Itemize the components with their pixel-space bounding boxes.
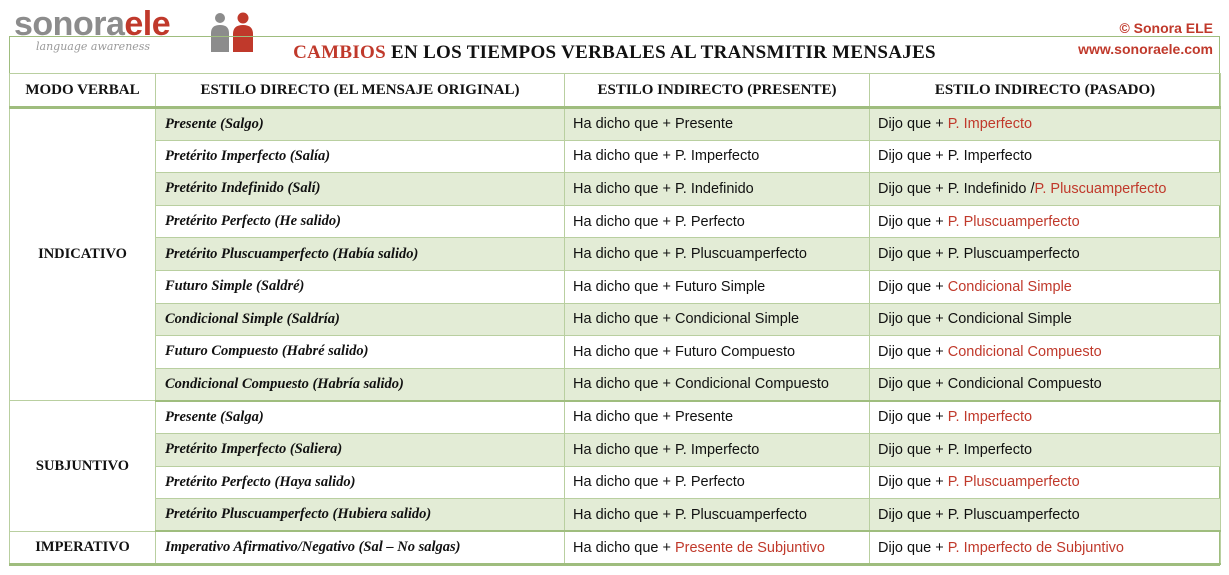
reporting-prefix: Ha dicho que + bbox=[573, 539, 675, 556]
reporting-prefix: Dijo que + bbox=[878, 409, 948, 426]
indirect-past-cell bbox=[870, 303, 1221, 336]
reporting-prefix: Ha dicho que + bbox=[573, 441, 675, 458]
direct-style-cell: Pretérito Pluscuamperfecto (Había salido) bbox=[156, 238, 565, 271]
indirect-present-cell bbox=[565, 303, 870, 336]
tense-text: Presente bbox=[674, 409, 734, 426]
tense-text: Condicional Simple bbox=[674, 311, 800, 328]
table-row bbox=[10, 303, 1221, 336]
reporting-prefix: Dijo que + bbox=[878, 213, 948, 230]
reporting-prefix: Ha dicho que + bbox=[573, 148, 675, 165]
reporting-prefix: Dijo que + bbox=[878, 474, 948, 491]
direct-style-cell: Presente (Salga) bbox=[156, 401, 565, 434]
tense-text: P. Imperfecto bbox=[674, 148, 760, 165]
mode-cell: SUBJUNTIVO bbox=[10, 401, 156, 531]
direct-style-cell: Pretérito Indefinido (Salí) bbox=[156, 173, 565, 206]
reporting-prefix: Dijo que + bbox=[878, 539, 948, 556]
indirect-present-cell bbox=[565, 238, 870, 271]
tense-text: Presente bbox=[674, 116, 734, 133]
reporting-prefix: Dijo que + bbox=[878, 506, 948, 523]
table-row bbox=[10, 270, 1221, 303]
brand-wordmark bbox=[14, 4, 170, 44]
direct-style-cell: Futuro Simple (Saldré) bbox=[156, 270, 565, 303]
direct-style-cell: Condicional Simple (Saldría) bbox=[156, 303, 565, 336]
reporting-prefix: Dijo que + bbox=[878, 116, 948, 133]
indirect-present-cell bbox=[565, 173, 870, 206]
tense-alternative-text: P. Pluscuamperfecto bbox=[1034, 180, 1167, 197]
brand-wordmark-part2: ele bbox=[124, 5, 171, 43]
page-title bbox=[0, 42, 1229, 64]
indirect-past-cell bbox=[870, 108, 1221, 141]
copyright-text: © Sonora ELE bbox=[1119, 20, 1213, 36]
table-body bbox=[10, 108, 1221, 564]
table-row bbox=[10, 433, 1221, 466]
tense-text: P. Perfecto bbox=[674, 213, 745, 230]
reporting-prefix: Ha dicho que + bbox=[573, 506, 675, 523]
indirect-past-cell bbox=[870, 238, 1221, 271]
mode-cell: IMPERATIVO bbox=[10, 531, 156, 564]
table-row bbox=[10, 238, 1221, 271]
table-row bbox=[10, 499, 1221, 532]
indirect-present-cell bbox=[565, 108, 870, 141]
indirect-present-cell bbox=[565, 433, 870, 466]
indirect-present-cell bbox=[565, 401, 870, 434]
table-row bbox=[10, 173, 1221, 206]
tense-text: Presente de Subjuntivo bbox=[674, 539, 825, 556]
reporting-prefix: Dijo que + bbox=[878, 376, 948, 393]
indirect-present-cell bbox=[565, 270, 870, 303]
table-row bbox=[10, 401, 1221, 434]
tense-text: P. Imperfecto bbox=[947, 116, 1033, 133]
tense-text: Condicional Compuesto bbox=[947, 376, 1102, 393]
reporting-prefix: Dijo que + bbox=[878, 311, 948, 328]
table-row bbox=[10, 205, 1221, 238]
brand-wordmark-part1: sonora bbox=[14, 5, 125, 43]
indirect-past-cell bbox=[870, 336, 1221, 369]
table-row bbox=[10, 108, 1221, 141]
tense-text: Condicional Compuesto bbox=[947, 343, 1102, 360]
brand-tagline: language awareness bbox=[36, 40, 151, 53]
indirect-present-cell bbox=[565, 531, 870, 564]
tense-text: P. Indefinido bbox=[674, 180, 754, 197]
indirect-past-cell bbox=[870, 140, 1221, 173]
reporting-prefix: Ha dicho que + bbox=[573, 474, 675, 491]
tense-text: P. Indefinido / bbox=[947, 180, 1035, 197]
tense-text: P. Imperfecto de Subjuntivo bbox=[947, 539, 1124, 556]
header-mode: MODO VERBAL bbox=[10, 74, 156, 108]
reporting-prefix: Ha dicho que + bbox=[573, 278, 675, 295]
reporting-prefix: Ha dicho que + bbox=[573, 376, 675, 393]
indirect-present-cell bbox=[565, 336, 870, 369]
indirect-present-cell bbox=[565, 140, 870, 173]
direct-style-cell: Pretérito Imperfecto (Saliera) bbox=[156, 433, 565, 466]
tense-text: P. Pluscuamperfecto bbox=[674, 506, 807, 523]
table-header-row bbox=[10, 74, 1221, 108]
indirect-present-cell bbox=[565, 499, 870, 532]
tense-text: P. Pluscuamperfecto bbox=[674, 246, 807, 263]
mode-cell: INDICATIVO bbox=[10, 108, 156, 401]
direct-style-cell: Pretérito Perfecto (Haya salido) bbox=[156, 466, 565, 499]
tense-text: P. Pluscuamperfecto bbox=[947, 506, 1080, 523]
table-row bbox=[10, 368, 1221, 401]
tense-text: P. Imperfecto bbox=[674, 441, 760, 458]
reporting-prefix: Dijo que + bbox=[878, 246, 948, 263]
tense-text: P. Imperfecto bbox=[947, 409, 1033, 426]
indirect-past-cell bbox=[870, 499, 1221, 532]
indirect-past-cell bbox=[870, 173, 1221, 206]
table-row bbox=[10, 336, 1221, 369]
tense-text: P. Imperfecto bbox=[947, 441, 1033, 458]
tense-text: Condicional Simple bbox=[947, 311, 1072, 328]
tense-text: Condicional Simple bbox=[947, 278, 1072, 295]
tense-text: P. Pluscuamperfecto bbox=[947, 474, 1080, 491]
table-row bbox=[10, 466, 1221, 499]
tense-text: P. Pluscuamperfecto bbox=[947, 213, 1080, 230]
header-indirect-past: ESTILO INDIRECTO (PASADO) bbox=[870, 74, 1221, 108]
verb-tense-table bbox=[9, 73, 1221, 565]
header-direct: ESTILO DIRECTO (EL MENSAJE ORIGINAL) bbox=[156, 74, 565, 108]
indirect-past-cell bbox=[870, 401, 1221, 434]
indirect-present-cell bbox=[565, 368, 870, 401]
tense-text: Condicional Compuesto bbox=[674, 376, 829, 393]
indirect-present-cell bbox=[565, 205, 870, 238]
tense-text: Futuro Simple bbox=[674, 278, 766, 295]
indirect-past-cell bbox=[870, 433, 1221, 466]
table-row bbox=[10, 531, 1221, 564]
direct-style-cell: Imperativo Afirmativo/Negativo (Sal – No salgas) bbox=[156, 531, 565, 564]
indirect-past-cell bbox=[870, 531, 1221, 564]
reporting-prefix: Dijo que + bbox=[878, 180, 948, 197]
reporting-prefix: Dijo que + bbox=[878, 148, 948, 165]
indirect-past-cell bbox=[870, 270, 1221, 303]
table-row bbox=[10, 140, 1221, 173]
direct-style-cell: Presente (Salgo) bbox=[156, 108, 565, 141]
reporting-prefix: Ha dicho que + bbox=[573, 213, 675, 230]
title-rest: EN LOS TIEMPOS VERBALES AL TRANSMITIR MENSAJES bbox=[385, 42, 936, 63]
indirect-past-cell bbox=[870, 368, 1221, 401]
reporting-prefix: Dijo que + bbox=[878, 343, 948, 360]
reporting-prefix: Dijo que + bbox=[878, 278, 948, 295]
indirect-present-cell bbox=[565, 466, 870, 499]
indirect-past-cell bbox=[870, 205, 1221, 238]
reporting-prefix: Ha dicho que + bbox=[573, 180, 675, 197]
direct-style-cell: Pretérito Perfecto (He salido) bbox=[156, 205, 565, 238]
title-highlight: CAMBIOS bbox=[293, 42, 386, 63]
reporting-prefix: Dijo que + bbox=[878, 441, 948, 458]
reporting-prefix: Ha dicho que + bbox=[573, 409, 675, 426]
direct-style-cell: Condicional Compuesto (Habría salido) bbox=[156, 368, 565, 401]
reporting-prefix: Ha dicho que + bbox=[573, 343, 675, 360]
reporting-prefix: Ha dicho que + bbox=[573, 246, 675, 263]
reporting-prefix: Ha dicho que + bbox=[573, 311, 675, 328]
reporting-prefix: Ha dicho que + bbox=[573, 116, 675, 133]
tense-text: P. Imperfecto bbox=[947, 148, 1033, 165]
website-link[interactable]: www.sonoraele.com bbox=[1078, 41, 1213, 57]
tense-text: P. Perfecto bbox=[674, 474, 745, 491]
direct-style-cell: Pretérito Pluscuamperfecto (Hubiera salido) bbox=[156, 499, 565, 532]
indirect-past-cell bbox=[870, 466, 1221, 499]
header-indirect-present: ESTILO INDIRECTO (PRESENTE) bbox=[565, 74, 870, 108]
tense-text: Futuro Compuesto bbox=[674, 343, 796, 360]
tense-text: P. Pluscuamperfecto bbox=[947, 246, 1080, 263]
direct-style-cell: Futuro Compuesto (Habré salido) bbox=[156, 336, 565, 369]
direct-style-cell: Pretérito Imperfecto (Salía) bbox=[156, 140, 565, 173]
